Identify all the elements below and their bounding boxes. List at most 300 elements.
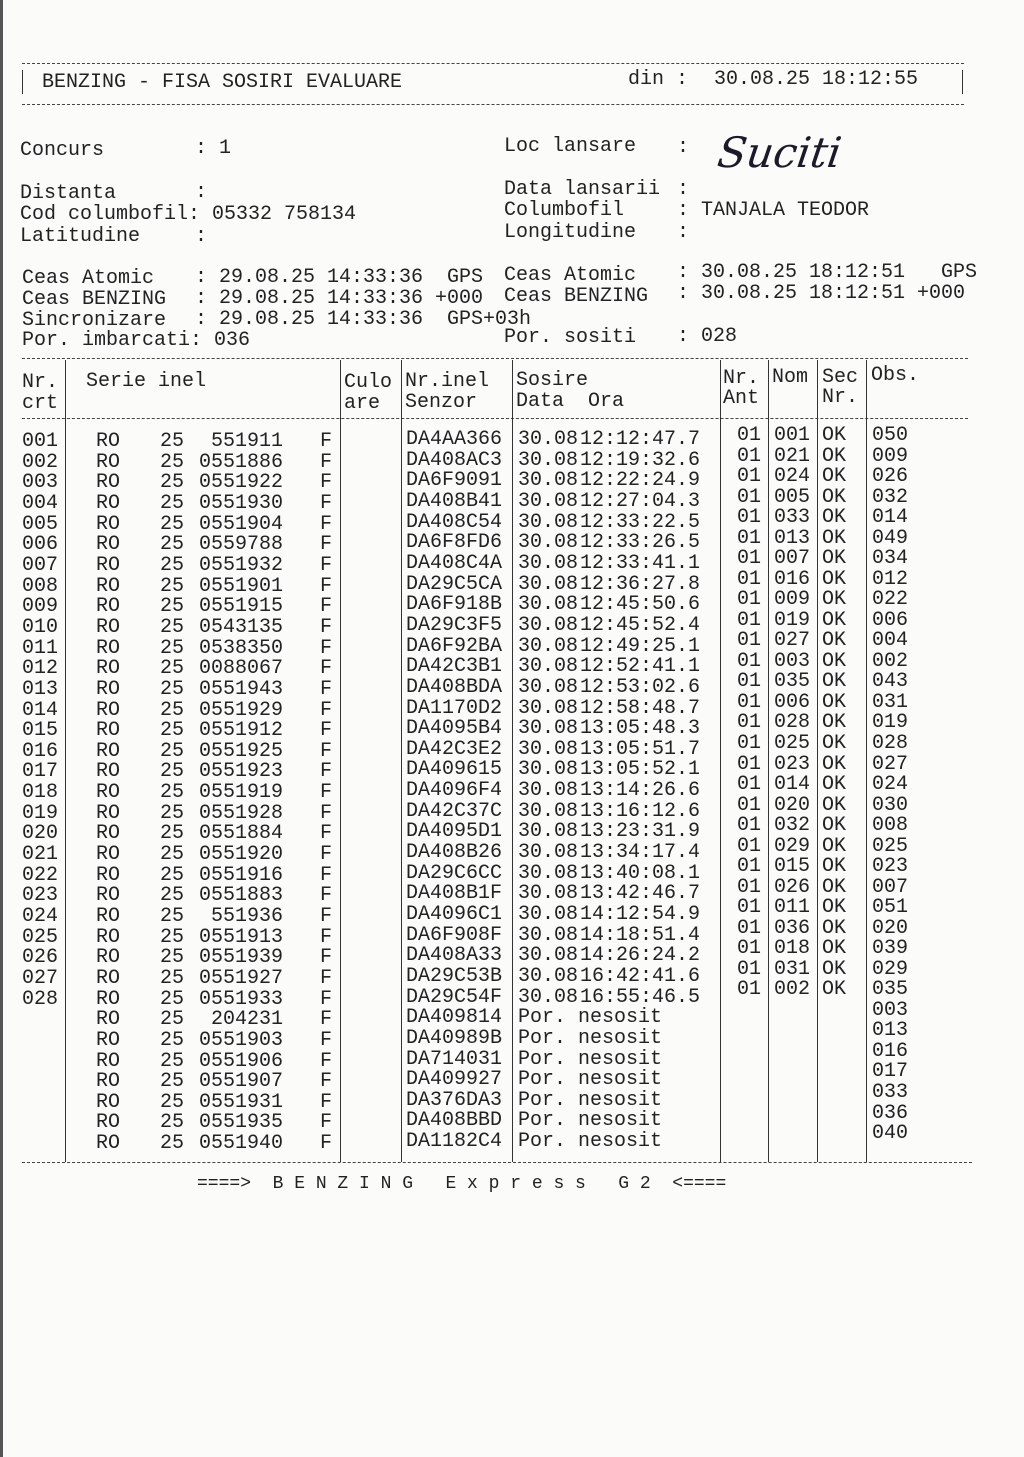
sex: F	[320, 471, 333, 495]
country: RO	[96, 739, 121, 763]
ring-number: 0551919	[198, 781, 283, 804]
chip-id: DA409927	[406, 1068, 503, 1092]
latitudine-label: Latitudine	[20, 225, 141, 248]
arrival-time: 13:14:26.6	[580, 779, 701, 802]
country: RO	[96, 1008, 121, 1032]
ring-number: 0551930	[198, 491, 283, 515]
arrival-date: 30.08	[518, 551, 579, 575]
sex: F	[320, 491, 333, 515]
ring-number: 204231	[210, 1008, 283, 1032]
arrival-time: 16:55:46.5	[580, 985, 701, 1009]
arrival-time: 14:12:54.9	[580, 903, 701, 926]
ring-year: 25	[160, 677, 185, 701]
country: RO	[96, 1111, 121, 1135]
sec-status: OK	[822, 916, 847, 940]
concurs-value: : 1	[195, 137, 232, 160]
column-divider	[768, 360, 769, 1162]
sex: F	[320, 905, 333, 928]
header-left-border	[22, 70, 23, 94]
nom-number: 035	[774, 670, 811, 694]
table-header-border	[22, 418, 968, 419]
obs-number: 024	[872, 773, 909, 796]
ring-year: 25	[160, 1049, 185, 1073]
row-number: 002	[22, 450, 59, 474]
ring-number: 0551883	[198, 884, 283, 908]
col-header-data-ora: Data Ora	[516, 390, 625, 413]
nom-number: 036	[774, 916, 811, 940]
obs-number: 030	[872, 793, 909, 817]
ring-year: 25	[160, 1111, 185, 1135]
row-number: 015	[22, 719, 59, 743]
ant-number: 01	[737, 547, 762, 571]
obs-number: 004	[872, 629, 909, 653]
country: RO	[96, 471, 121, 495]
ring-year: 25	[160, 512, 185, 536]
sec-status: OK	[822, 957, 847, 981]
row-number: 019	[22, 801, 59, 825]
country: RO	[96, 574, 121, 598]
chip-id: DA29C6CC	[406, 861, 503, 885]
ring-year: 25	[160, 450, 185, 474]
sex: F	[320, 698, 333, 722]
nom-number: 013	[774, 526, 811, 550]
ant-number: 01	[737, 506, 762, 530]
row-number: 006	[22, 533, 59, 557]
col-header-nr: Nr.	[22, 371, 59, 394]
arrival-date: Por. nesosit	[518, 1130, 663, 1154]
row-number: 023	[22, 884, 59, 908]
row-number: 004	[22, 491, 59, 515]
sex: F	[320, 843, 333, 866]
sec-status: OK	[822, 485, 847, 509]
ring-year: 25	[160, 905, 185, 928]
sex: F	[320, 863, 333, 887]
sex: F	[320, 533, 333, 557]
ant-number: 01	[737, 814, 762, 838]
country: RO	[96, 905, 121, 928]
chip-id: DA4095D1	[406, 820, 503, 844]
row-number: 026	[22, 946, 59, 970]
arrival-time: 13:40:08.1	[580, 861, 701, 885]
distanta-label: Distanta	[20, 182, 117, 205]
nom-number: 006	[774, 690, 811, 714]
chip-id: DA6F8FD6	[406, 531, 503, 555]
chip-id: DA408B1F	[406, 882, 503, 906]
arrival-date: 30.08	[518, 448, 579, 472]
sec-status: OK	[822, 896, 847, 920]
arrival-time: 12:27:04.3	[580, 489, 701, 513]
ring-year: 25	[160, 884, 185, 908]
ceas-atomic-start-label: Ceas Atomic	[22, 267, 155, 290]
arrival-date: Por. nesosit	[518, 1068, 663, 1092]
sec-status: OK	[822, 690, 847, 714]
ring-year: 25	[160, 636, 185, 660]
ant-number: 01	[737, 978, 762, 1002]
ant-number: 01	[737, 896, 762, 920]
ring-year: 25	[160, 1008, 185, 1032]
country: RO	[96, 863, 121, 887]
nom-number: 026	[774, 875, 811, 899]
arrival-time: 12:22:24.9	[580, 469, 701, 493]
arrival-time: 16:42:41.6	[580, 964, 701, 988]
row-number: 014	[22, 698, 59, 722]
chip-id: DA714031	[406, 1047, 503, 1071]
ceas-benzing-start-label: Ceas BENZING	[22, 288, 167, 311]
ceas-benzing-end-value: : 30.08.25 18:12:51 +000	[677, 282, 966, 305]
header-top-border	[22, 63, 964, 64]
obs-number: 039	[872, 937, 909, 961]
arrival-time: 12:45:52.4	[580, 613, 701, 637]
chip-id: DA4AA366	[406, 428, 503, 451]
sex: F	[320, 1090, 333, 1114]
arrival-time: 13:23:31.9	[580, 820, 701, 844]
ant-number: 01	[737, 957, 762, 981]
country: RO	[96, 657, 121, 681]
obs-number: 050	[872, 424, 909, 447]
sex: F	[320, 595, 333, 619]
sex: F	[320, 450, 333, 474]
col-header-ant: Nr.	[723, 367, 760, 390]
ant-number: 01	[737, 424, 762, 447]
obs-number: 023	[872, 855, 909, 879]
ring-number: 0559788	[198, 533, 283, 557]
nom-number: 027	[774, 629, 811, 653]
col-header-nom: Nom	[772, 366, 809, 389]
ring-year: 25	[160, 595, 185, 619]
column-divider	[65, 360, 66, 1162]
chip-id: DA40989B	[406, 1026, 503, 1050]
sex: F	[320, 1070, 333, 1094]
ant-number: 01	[737, 732, 762, 755]
ring-number: 0543135	[198, 615, 283, 639]
obs-number: 009	[872, 444, 909, 468]
ring-year: 25	[160, 822, 185, 846]
arrival-date: 30.08	[518, 841, 579, 864]
arrival-date: 30.08	[518, 675, 579, 699]
ring-year: 25	[160, 430, 185, 453]
ring-number: 551936	[210, 905, 283, 928]
chip-id: DA6F918B	[406, 593, 503, 617]
obs-number: 022	[872, 588, 909, 612]
footer-brand: ====> B E N Z I N G E x p r e s s G 2 <====	[197, 1174, 727, 1194]
arrival-date: Por. nesosit	[518, 1109, 663, 1133]
nom-number: 021	[774, 444, 811, 468]
country: RO	[96, 925, 121, 949]
ring-number: 0551931	[198, 1090, 283, 1114]
chip-id: DA408BBD	[406, 1109, 503, 1133]
sec-status: OK	[822, 547, 847, 571]
chip-id: DA29C54F	[406, 985, 503, 1009]
ring-number: 0551922	[198, 471, 283, 495]
ant-number: 01	[737, 526, 762, 550]
sincronizare-value: : 29.08.25 14:33:36 GPS+03h	[195, 308, 532, 331]
sex: F	[320, 884, 333, 908]
arrival-date: 30.08	[518, 861, 579, 885]
arrival-date: 30.08	[518, 944, 579, 968]
ring-year: 25	[160, 1070, 185, 1094]
ring-year: 25	[160, 491, 185, 515]
header-right-border	[962, 70, 963, 94]
ring-year: 25	[160, 533, 185, 557]
obs-number: 032	[872, 485, 909, 509]
obs-number: 029	[872, 957, 909, 981]
ring-number: 0551932	[198, 553, 283, 577]
sex: F	[320, 1028, 333, 1052]
arrival-date: 30.08	[518, 428, 579, 451]
chip-id: DA376DA3	[406, 1088, 503, 1112]
nom-number: 028	[774, 711, 811, 735]
ring-year: 25	[160, 1028, 185, 1052]
ant-number: 01	[737, 793, 762, 817]
arrival-date: 30.08	[518, 634, 579, 658]
arrival-date: 30.08	[518, 882, 579, 906]
col-header-senzor: Senzor	[405, 391, 478, 414]
chip-id: DA1170D2	[406, 696, 503, 720]
arrival-time: 13:34:17.4	[580, 841, 701, 864]
chip-id: DA4096C1	[406, 903, 503, 926]
arrival-date: 30.08	[518, 593, 579, 617]
ring-year: 25	[160, 863, 185, 887]
nom-number: 014	[774, 773, 811, 796]
ring-number: 0551913	[198, 925, 283, 949]
arrival-time: 12:58:48.7	[580, 696, 701, 720]
ant-number: 01	[737, 670, 762, 694]
obs-number: 014	[872, 506, 909, 530]
arrival-date: Por. nesosit	[518, 1026, 663, 1050]
chip-id: DA408BDA	[406, 675, 503, 699]
chip-id: DA408B41	[406, 489, 503, 513]
arrival-date: 30.08	[518, 510, 579, 534]
obs-number: 025	[872, 834, 909, 858]
country: RO	[96, 822, 121, 846]
print-datetime: 30.08.25 18:12:55	[714, 68, 919, 91]
row-number: 008	[22, 574, 59, 598]
sec-status: OK	[822, 670, 847, 694]
country: RO	[96, 1070, 121, 1094]
ring-year: 25	[160, 843, 185, 866]
ring-number: 0551884	[198, 822, 283, 846]
ant-number: 01	[737, 567, 762, 591]
arrival-date: Por. nesosit	[518, 1088, 663, 1112]
country: RO	[96, 843, 121, 866]
obs-number: 035	[872, 978, 909, 1002]
sec-status: OK	[822, 608, 847, 632]
ring-number: 0551912	[198, 719, 283, 743]
col-header-serie: Serie inel	[86, 370, 207, 393]
sex: F	[320, 719, 333, 743]
sex: F	[320, 430, 333, 453]
ant-number: 01	[737, 608, 762, 632]
nom-number: 031	[774, 957, 811, 981]
ring-number: 0551923	[198, 760, 283, 784]
ring-year: 25	[160, 739, 185, 763]
arrival-time: 12:36:27.8	[580, 572, 701, 596]
arrival-time: 12:33:41.1	[580, 551, 701, 575]
data-lansarii-label: Data lansarii	[504, 178, 661, 201]
loc-lansare-colon: :	[677, 136, 690, 159]
sec-status: OK	[822, 978, 847, 1002]
chip-id: DA4096F4	[406, 779, 503, 802]
obs-number: 036	[872, 1101, 909, 1125]
obs-number: 008	[872, 814, 909, 838]
row-number: 016	[22, 739, 59, 763]
sec-status: OK	[822, 629, 847, 653]
obs-number: 026	[872, 465, 909, 489]
sex: F	[320, 1132, 333, 1156]
sec-status: OK	[822, 588, 847, 612]
nom-number: 011	[774, 896, 811, 920]
country: RO	[96, 946, 121, 970]
ring-number: 0551907	[198, 1070, 283, 1094]
ring-number: 0551916	[198, 863, 283, 887]
distanta-value: :	[195, 181, 208, 204]
row-number: 005	[22, 512, 59, 536]
row-number: 018	[22, 781, 59, 804]
arrival-time: 12:53:02.6	[580, 675, 701, 699]
header-bottom-border	[22, 104, 964, 105]
sex: F	[320, 657, 333, 681]
country: RO	[96, 615, 121, 639]
ant-number: 01	[737, 875, 762, 899]
ring-number: 0551925	[198, 739, 283, 763]
arrival-date: 30.08	[518, 779, 579, 802]
sex: F	[320, 1111, 333, 1135]
row-number: 025	[22, 925, 59, 949]
chip-id: DA29C53B	[406, 964, 503, 988]
arrival-time: 13:05:51.7	[580, 737, 701, 761]
ring-number: 0551927	[198, 966, 283, 990]
col-header-sec: Sec	[822, 366, 859, 389]
ant-number: 01	[737, 588, 762, 612]
col-header-culoare-2: are	[344, 392, 381, 415]
country: RO	[96, 698, 121, 722]
sec-status: OK	[822, 424, 847, 447]
col-header-sec-2: Nr.	[822, 386, 859, 409]
arrival-date: 30.08	[518, 696, 579, 720]
obs-number: 003	[872, 998, 909, 1022]
sex: F	[320, 1049, 333, 1073]
sex: F	[320, 574, 333, 598]
sec-status: OK	[822, 649, 847, 673]
sec-status: OK	[822, 526, 847, 550]
nom-number: 025	[774, 732, 811, 755]
cod-columbofil: Cod columbofil: 05332 758134	[20, 203, 357, 226]
ceas-benzing-end-label: Ceas BENZING	[504, 285, 649, 308]
sec-status: OK	[822, 567, 847, 591]
obs-number: 019	[872, 711, 909, 735]
ring-number: 0551886	[198, 450, 283, 474]
ant-number: 01	[737, 773, 762, 796]
nom-number: 015	[774, 855, 811, 879]
ring-year: 25	[160, 574, 185, 598]
nom-number: 003	[774, 649, 811, 673]
chip-id: DA408A33	[406, 944, 503, 968]
obs-number: 027	[872, 752, 909, 776]
sex: F	[320, 966, 333, 990]
row-number: 024	[22, 905, 59, 928]
columbofil-label: Columbofil	[504, 199, 625, 222]
ceas-atomic-start-value: : 29.08.25 14:33:36 GPS	[195, 266, 484, 289]
ceas-benzing-start-value: : 29.08.25 14:33:36 +000	[195, 287, 484, 310]
sex: F	[320, 781, 333, 804]
row-number: 027	[22, 966, 59, 990]
col-header-ant-2: Ant	[723, 387, 760, 410]
country: RO	[96, 760, 121, 784]
nom-number: 018	[774, 937, 811, 961]
arrival-date: 30.08	[518, 737, 579, 761]
ring-number: 551911	[210, 430, 283, 453]
arrival-date: 30.08	[518, 964, 579, 988]
por-sositi-label: Por. sositi	[504, 326, 637, 349]
obs-number: 028	[872, 732, 909, 755]
chip-id: DA408C54	[406, 510, 503, 534]
nom-number: 029	[774, 834, 811, 858]
ant-number: 01	[737, 711, 762, 735]
sec-status: OK	[822, 875, 847, 899]
ceas-atomic-end-value: : 30.08.25 18:12:51 GPS	[677, 261, 978, 284]
page-title: BENZING - FISA SOSIRI EVALUARE	[42, 71, 403, 94]
country: RO	[96, 553, 121, 577]
column-divider	[817, 360, 818, 1162]
arrival-date: 30.08	[518, 655, 579, 679]
sex: F	[320, 615, 333, 639]
ant-number: 01	[737, 752, 762, 776]
sec-status: OK	[822, 937, 847, 961]
chip-id: DA42C37C	[406, 799, 503, 823]
country: RO	[96, 636, 121, 660]
row-number: 022	[22, 863, 59, 887]
chip-id: DA42C3E2	[406, 737, 503, 761]
country: RO	[96, 533, 121, 557]
column-divider	[720, 360, 721, 1162]
ring-number: 0551903	[198, 1028, 283, 1052]
column-divider	[866, 360, 867, 1162]
ring-year: 25	[160, 966, 185, 990]
ring-year: 25	[160, 760, 185, 784]
column-divider	[340, 360, 341, 1162]
obs-number: 007	[872, 875, 909, 899]
concurs-label: Concurs	[20, 139, 105, 162]
country: RO	[96, 884, 121, 908]
chip-id: DA6F9091	[406, 469, 503, 493]
sex: F	[320, 801, 333, 825]
sec-status: OK	[822, 793, 847, 817]
ring-number: 0088067	[198, 657, 283, 681]
row-number: 020	[22, 822, 59, 846]
arrival-date: 30.08	[518, 923, 579, 947]
col-header-crt: crt	[22, 392, 59, 415]
arrival-date: 30.08	[518, 820, 579, 844]
obs-number: 033	[872, 1081, 909, 1104]
chip-id: DA409814	[406, 1006, 503, 1030]
sex: F	[320, 512, 333, 536]
arrival-time: 12:12:47.7	[580, 428, 701, 451]
table-top-border	[22, 358, 968, 359]
column-divider	[401, 360, 402, 1162]
arrival-time: 12:33:26.5	[580, 531, 701, 555]
nom-number: 009	[774, 588, 811, 612]
ring-number: 0551915	[198, 595, 283, 619]
ring-year: 25	[160, 553, 185, 577]
country: RO	[96, 781, 121, 804]
sex: F	[320, 760, 333, 784]
country: RO	[96, 966, 121, 990]
col-header-inel: Nr.inel	[405, 370, 490, 393]
columbofil-value: : TANJALA TEODOR	[677, 199, 870, 222]
ant-number: 01	[737, 485, 762, 509]
sex: F	[320, 822, 333, 846]
arrival-date: 30.08	[518, 572, 579, 596]
